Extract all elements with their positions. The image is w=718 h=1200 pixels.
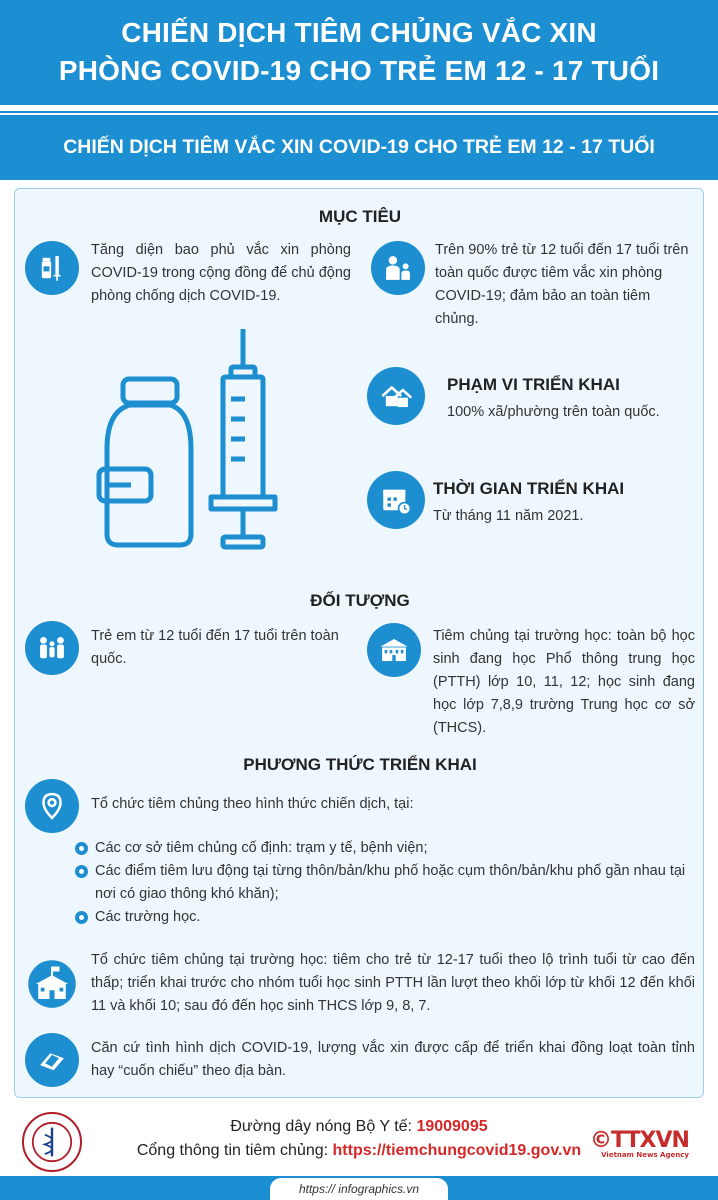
hotline-line: Đường dây nóng Bộ Y tế: 19009095 <box>230 1118 488 1135</box>
header-banner <box>0 0 718 105</box>
school-building-icon <box>367 623 421 677</box>
location-pin-icon <box>25 779 79 833</box>
divider <box>0 111 718 113</box>
bullet-icon <box>75 865 88 878</box>
doi-tuong-right-text: Tiêm chủng tại trường học: toàn bộ học sinh đang học Phổ thông trung học (PTTH) lớp 10, 11, 12; học sinh đang học lớp 7,8,9 trường Trung học cơ sở (THCS). <box>433 628 695 736</box>
pham-vi-title: PHẠM VI TRIỂN KHAI <box>447 375 620 394</box>
phuong-thuc-school-text: Tổ chức tiêm chủng tại trường học: tiêm cho trẻ từ 12-17 tuổi theo lộ trình tuổi từ cao đến thấp; triển khai trước cho nhóm tuổi học sinh PTTH lần lượt theo khối lớp từ khối 12 đến khối 11 và khối 10; sau đó đến học sinh THCS lớp 9, 8, 7. <box>91 952 695 1014</box>
list-item: Các điểm tiêm lưu động tại từng thôn/bản/khu phố hoặc cụm thôn/bản/khu phố gần nhau tại nơi có giao thông khó khăn); <box>73 860 693 906</box>
header-title-line2: PHÒNG COVID-19 CHO TRẺ EM 12 - 17 TUỔI <box>58 55 660 86</box>
doi-tuong-left-text: Trẻ em từ 12 tuổi đến 17 tuổi trên toàn quốc. <box>91 628 339 667</box>
ttxvn-logo: ©TTXVN Vietnam News Agency <box>590 1128 689 1159</box>
bullet-icon <box>75 842 88 855</box>
phuong-thuc-map-text: Căn cứ tình hình dịch COVID-19, lượng vắc xin được cấp để triển khai đồng loạt toàn tỉnh hay “cuốn chiếu” theo địa bàn. <box>91 1040 695 1079</box>
map-icon <box>25 1033 79 1087</box>
calendar-clock-icon <box>367 471 425 529</box>
list-item: Các trường học. <box>73 906 693 929</box>
muc-tieu-right-text: Trên 90% trẻ từ 12 tuổi đến 17 tuổi trên toàn quốc được tiêm vắc xin phòng COVID-19; đảm bảo an toàn tiêm chủng. <box>435 242 689 327</box>
list-item: Các cơ sở tiêm chủng cố định: trạm y tế, bệnh viện; <box>73 837 693 860</box>
site-link[interactable]: https:// infographics.vn <box>270 1178 448 1200</box>
portal-link[interactable]: https://tiemchungcovid19.gov.vn <box>332 1142 582 1159</box>
header-title-line1: CHIẾN DỊCH TIÊM CHỦNG VẮC XIN <box>121 17 597 48</box>
thoi-gian-title: THỜI GIAN TRIỂN KHAI <box>433 479 625 498</box>
houses-icon <box>367 367 425 425</box>
portal-line: Cổng thông tin tiêm chủng: https://tiemchungcovid19.gov.vn <box>136 1142 582 1159</box>
family-icon <box>25 621 79 675</box>
vaccine-syringe-illustration <box>85 319 285 569</box>
vaccine-vial-icon <box>25 241 79 295</box>
nurse-child-icon <box>371 241 425 295</box>
thoi-gian-text: Từ tháng 11 năm 2021. <box>433 508 584 524</box>
phuong-thuc-intro: Tổ chức tiêm chủng theo hình thức chiến dịch, tại: <box>91 796 414 812</box>
section-title-doi-tuong: ĐỐI TƯỢNG <box>310 591 410 610</box>
content-panel <box>14 188 704 1098</box>
pham-vi-text: 100% xã/phường trên toàn quốc. <box>447 404 660 420</box>
section-title-phuong-thuc: PHƯƠNG THỨC TRIỂN KHAI <box>243 755 477 774</box>
subtitle-bar: CHIẾN DỊCH TIÊM VẮC XIN COVID-19 CHO TRẺ EM 12 - 17 TUỔI <box>0 115 718 180</box>
school-flag-icon <box>25 957 79 1011</box>
hotline-number[interactable]: 19009095 <box>416 1118 488 1135</box>
section-title-muc-tieu: MỤC TIÊU <box>318 207 402 226</box>
muc-tieu-left-text: Tăng diện bao phủ vắc xin phòng COVID-19 trong cộng đồng để chủ động phòng chống dịch COVID-19. <box>91 242 351 304</box>
bullet-icon <box>75 911 88 924</box>
